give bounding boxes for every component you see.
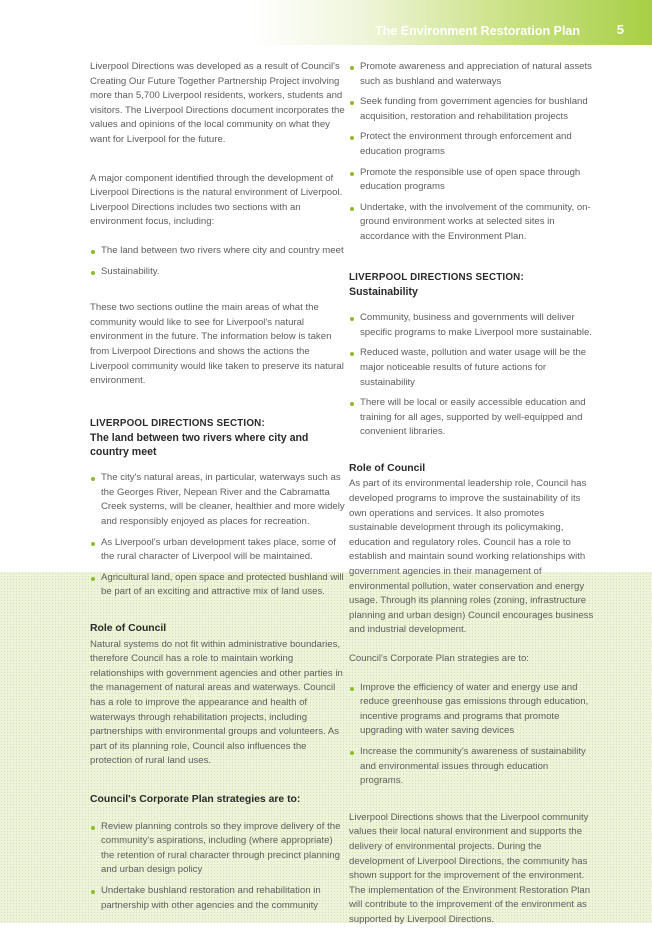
list-item: Protect the environment through enforcement and education programs (349, 130, 594, 159)
section-heading: LIVERPOOL DIRECTIONS SECTION: (90, 417, 265, 429)
focus-bullet-list (90, 244, 345, 279)
top-bullet-list (349, 60, 594, 245)
role-of-council-text: Natural systems do not fit within administrative boundaries, therefore Council has a role to maintain working relationships with government agencies and other parties in the management of natural areas and waterways. Council has a role to improve the appearance and health of waterways through rehabilitation projects, including partnerships with environmental groups and volunteers. As part of its planning role, Council also influences the protection of rural land uses. (90, 638, 343, 767)
list-item: As Liverpool's urban development takes place, some of the rural character of Liverpool will be maintained. (90, 536, 345, 565)
list-item: Review planning controls so they improve delivery of the community's aspirations, including (where appropriate) the retention of rural character through precinct planning and urban design policy (90, 820, 345, 878)
list-item: There will be local or easily accessible education and training for all ages, supported by well-equipped and convenient libraries. (349, 396, 594, 440)
strategies-intro: Council's Corporate Plan strategies are to: (349, 653, 529, 664)
list-item: Undertake, with the involvement of the community, on-ground environment works at selected sites in accordance with the Environment Plan. (349, 201, 594, 245)
intro-paragraph-3: These two sections outline the main areas of what the community would like to see for Liverpool's natural environment in the future. The information below is taken from Liverpool Directions and shows the actions the Liverpool community would like taken to preserve its natural environment. (90, 302, 344, 387)
section-heading: LIVERPOOL DIRECTIONS SECTION: (349, 271, 524, 283)
list-item: The land between two rivers where city and country meet (90, 244, 345, 259)
list-item: Community, business and governments will deliver specific programs to make Liverpool more sustainable. (349, 311, 594, 340)
list-item: Improve the efficiency of water and energy use and reduce greenhouse gas emissions through education, incentive programs and programs that promote upgrading with water saving devices (349, 681, 594, 739)
list-item: Seek funding from government agencies for bushland acquisition, restoration and rehabilitation projects (349, 95, 594, 124)
header-bar (0, 0, 652, 45)
page-number: 5 (616, 22, 624, 37)
left-column (90, 60, 345, 925)
section1-bullet-list (90, 471, 345, 600)
list-item: Promote the responsible use of open space through education programs (349, 166, 594, 195)
strategies-bullet-list (90, 820, 345, 914)
intro-paragraph-1: Liverpool Directions was developed as a result of Council's Creating Our Future Together Partnership Project involving more than 5,700 Liverpool residents, workers, students and visitors. The Liverpool Directions document incorporates the values and opinions of the local community on what they want for Liverpool for the future. (90, 61, 345, 145)
section2-bullet-list (349, 311, 594, 440)
section-subheading: The land between two rivers where city and country meet (90, 432, 309, 459)
role-of-council-heading: Role of Council (90, 623, 167, 635)
role-of-council-heading: Role of Council (349, 462, 426, 474)
list-item: Promote awareness and appreciation of natural assets such as bushland and waterways (349, 60, 594, 89)
list-item: Sustainability. (90, 265, 345, 280)
list-item: The city's natural areas, in particular, waterways such as the Georges River, Nepean River and the Cabramatta Creek systems, will be cleaner, healthier and more widely and responsibly enjoyed as places for recreation. (90, 471, 345, 529)
list-item: Undertake bushland restoration and rehabilitation in partnership with other agencies and the community (90, 884, 345, 913)
strategies-heading: Council's Corporate Plan strategies are to: (90, 793, 301, 805)
closing-paragraph: Liverpool Directions shows that the Liverpool community values their local natural environment and supports the delivery of environmental projects. During the development of Liverpool Directions, the community has shown support for the improvement of the environment. The implementation of the Environment Restoration Plan will contribute to the improvement of the environment as supported by Liverpool Directions. (349, 811, 591, 925)
list-item: Increase the community's awareness of sustainability and environmental issues through education programs. (349, 745, 594, 789)
list-item: Reduced waste, pollution and water usage will be the major noticeable results of future actions for sustainability (349, 346, 594, 390)
role-of-council-text: As part of its environmental leadership role, Council has developed programs to improve the sustainability of its own operations and services. It also promotes sustainable development through its policymaking, education and regulatory roles. Council has a role to establish and maintain sound working relationships with government agencies in their management of environmental pollution, water conservation and energy usage. Through its planning roles (zoning, infrastructure planning and urban design) Council encourages business and industrial development. (349, 478, 594, 636)
strategies-bullet-list (349, 681, 594, 789)
running-header-title: The Environment Restoration Plan (375, 24, 580, 38)
right-column (349, 60, 594, 942)
section-subheading: Sustainability (349, 286, 418, 299)
list-item: Agricultural land, open space and protected bushland will be part of an exciting and attractive mix of land uses. (90, 571, 345, 600)
intro-paragraph-2: A major component identified through the development of Liverpool Directions is the natural environment of Liverpool. Liverpool Directions includes two sections with an environment focus, including: (90, 172, 343, 228)
